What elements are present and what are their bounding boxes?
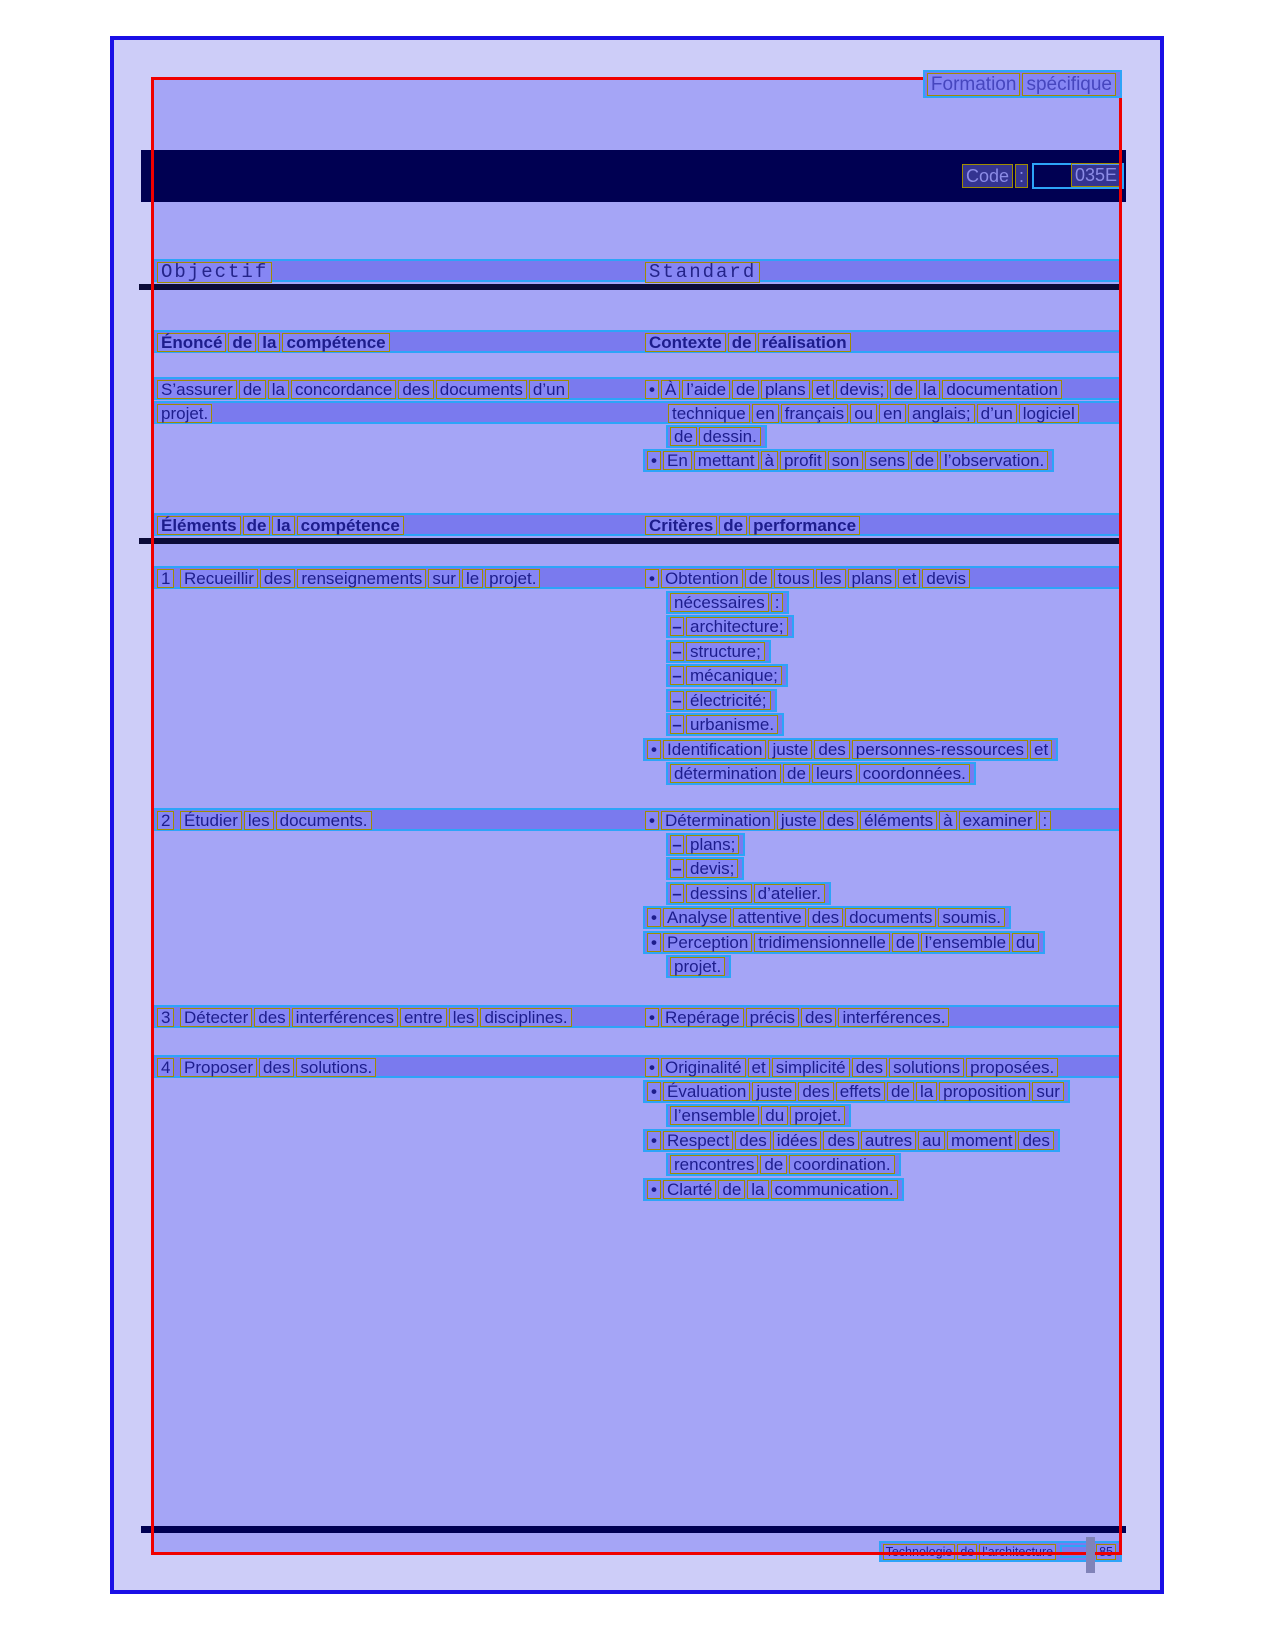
word-box: l’ensemble <box>921 933 1010 952</box>
word-box: Code <box>962 164 1013 188</box>
word-box: de <box>239 380 266 399</box>
word-box: documents <box>436 380 527 399</box>
element-number <box>157 569 176 588</box>
word-box: plans; <box>686 835 739 854</box>
word-box: : <box>1039 811 1052 830</box>
word-box: et <box>748 1058 770 1077</box>
text-line <box>666 425 767 448</box>
left-column-text <box>180 1008 574 1027</box>
word-box: précis <box>746 1008 799 1027</box>
word-box: des <box>260 569 295 588</box>
word-box: de <box>719 516 747 535</box>
word-box: de <box>745 569 772 588</box>
section-header-line <box>153 513 1122 536</box>
word-box: moment <box>947 1131 1016 1150</box>
word-box: performance <box>749 516 860 535</box>
word-box: plans <box>848 569 897 588</box>
separator-rule-elements <box>139 538 1122 544</box>
word-box: Repérage <box>661 1008 744 1027</box>
word-box: de <box>670 427 697 446</box>
word-box: projet. <box>790 1106 845 1125</box>
word-box: Éléments <box>157 516 241 535</box>
word-box: spécifique <box>1022 73 1116 96</box>
word-box: des <box>823 1131 858 1150</box>
word-box: et <box>812 380 834 399</box>
header-bar <box>141 150 1126 202</box>
left-column-text <box>157 262 274 283</box>
word-box: 4 <box>157 1058 174 1077</box>
word-box: Analyse <box>663 908 731 927</box>
competence-row-line <box>643 738 1058 761</box>
word-box: juste <box>752 1082 796 1101</box>
left-column-text <box>157 516 406 535</box>
word-box: les <box>449 1008 479 1027</box>
word-box: : <box>771 593 784 612</box>
word-box: logiciel <box>1019 404 1079 423</box>
formation-specifique-label <box>923 70 1122 98</box>
word-box: Originalité <box>661 1058 746 1077</box>
competence-row-line <box>666 833 745 856</box>
word-box: En <box>663 451 692 470</box>
word-box: des <box>801 1008 836 1027</box>
word-box: des <box>798 1082 833 1101</box>
word-box: structure; <box>686 642 765 661</box>
word-box: son <box>828 451 863 470</box>
word-box: 2 <box>157 811 174 830</box>
dash-icon: – <box>670 859 684 878</box>
bullet-icon: • <box>647 451 661 470</box>
word-box: à <box>939 811 956 830</box>
right-column-text <box>645 1058 1060 1077</box>
word-box: documentation <box>942 380 1062 399</box>
competence-row-line <box>643 1080 1070 1103</box>
word-box: de <box>957 1544 977 1560</box>
bullet-icon: • <box>647 1131 661 1150</box>
competence-row-line <box>666 1153 901 1176</box>
word-box: de <box>718 1180 745 1199</box>
right-column-text <box>645 1008 951 1027</box>
word-box: de <box>243 516 271 535</box>
word-box: Proposer <box>180 1058 257 1077</box>
word-box: Étudier <box>180 811 242 830</box>
text-line <box>153 377 1122 400</box>
word-box: l’aide <box>682 380 730 399</box>
element-number <box>157 1008 176 1027</box>
word-box: tous <box>774 569 814 588</box>
word-box: en <box>752 404 779 423</box>
word-box: la <box>919 380 940 399</box>
word-box: d’atelier. <box>754 884 825 903</box>
element-number <box>157 1058 176 1077</box>
word-box: des <box>823 811 858 830</box>
competence-row-line <box>666 591 789 614</box>
competence-row-line <box>666 1104 851 1127</box>
code-field <box>962 163 1124 189</box>
word-box: documents <box>845 908 936 927</box>
dash-icon: – <box>670 617 684 636</box>
competence-row-line <box>666 640 771 663</box>
word-box: Obtention <box>661 569 743 588</box>
right-column-text <box>645 516 862 535</box>
word-box: d’un <box>529 380 569 399</box>
word-box: coordonnées. <box>859 764 970 783</box>
word-box: communication. <box>771 1180 898 1199</box>
bullet-icon: • <box>647 740 661 759</box>
objectif-standard-line <box>153 259 1122 282</box>
word-box: profit <box>780 451 826 470</box>
word-box: ou <box>850 404 877 423</box>
competence-row-line <box>643 1178 904 1201</box>
word-box: plans <box>761 380 810 399</box>
word-box: des <box>254 1008 289 1027</box>
word-box: rencontres <box>670 1155 758 1174</box>
section-header-line <box>153 330 1122 353</box>
word-box: sur <box>428 569 460 588</box>
dash-icon: – <box>670 835 684 854</box>
word-box: Technologie <box>883 1544 956 1560</box>
bullet-icon: • <box>645 1058 659 1077</box>
text-line <box>153 401 1122 424</box>
dash-icon: – <box>670 884 684 903</box>
word-box: proposées. <box>966 1058 1058 1077</box>
word-box: Identification <box>663 740 766 759</box>
word-box: proposition <box>939 1082 1030 1101</box>
word-box: solutions. <box>296 1058 376 1077</box>
competence-row-line <box>153 1005 1122 1028</box>
word-box: Contexte <box>645 333 726 352</box>
word-box: Critères <box>645 516 717 535</box>
word-box: l’observation. <box>940 451 1048 470</box>
word-box: S’assurer <box>157 380 237 399</box>
footer-rule <box>141 1526 1126 1533</box>
text-cursor <box>1086 1537 1095 1573</box>
separator-rule-objectif <box>139 284 1122 290</box>
word-box: de <box>783 764 810 783</box>
left-column-text <box>180 569 542 588</box>
word-box: Respect <box>663 1131 733 1150</box>
left-column-text <box>157 333 392 352</box>
bullet-icon: • <box>647 933 661 952</box>
word-box: entre <box>400 1008 447 1027</box>
word-box: des <box>852 1058 887 1077</box>
right-column-text <box>668 404 1081 423</box>
competence-row-line <box>643 1129 1060 1152</box>
word-box: Énoncé <box>157 333 226 352</box>
word-box: projet. <box>157 404 212 423</box>
word-box: des <box>808 908 843 927</box>
competence-row-line <box>666 762 976 785</box>
word-box: des <box>1018 1131 1053 1150</box>
word-box: concordance <box>291 380 396 399</box>
word-box: sur <box>1032 1082 1064 1101</box>
word-box: 1 <box>157 569 174 588</box>
word-box: : <box>1015 164 1028 188</box>
word-box: technique <box>668 404 750 423</box>
dash-icon: – <box>670 666 684 685</box>
word-box: détermination <box>670 764 781 783</box>
word-box: idées <box>773 1131 822 1150</box>
word-box: au <box>918 1131 945 1150</box>
word-box: la <box>747 1180 768 1199</box>
word-box: renseignements <box>297 569 426 588</box>
word-box: l’architecture <box>979 1544 1056 1560</box>
word-box: des <box>398 380 433 399</box>
right-column-text <box>645 569 972 588</box>
word-box: éléments <box>860 811 937 830</box>
word-box: Clarté <box>663 1180 716 1199</box>
word-box: juste <box>777 811 821 830</box>
right-column-text <box>645 380 1064 399</box>
word-box: Standard <box>645 262 760 283</box>
word-box: documents. <box>276 811 372 830</box>
word-box: interférences <box>292 1008 398 1027</box>
word-box: la <box>272 516 294 535</box>
word-box: effets <box>836 1082 885 1101</box>
word-box: de <box>892 933 919 952</box>
word-box: simplicité <box>772 1058 850 1077</box>
word-box: Détermination <box>661 811 775 830</box>
word-box: interférences. <box>838 1008 949 1027</box>
word-box: Recueillir <box>180 569 258 588</box>
word-box: de <box>760 1155 787 1174</box>
left-column-text <box>157 404 214 423</box>
competence-row-line <box>153 566 1122 589</box>
word-box: la <box>268 380 289 399</box>
left-column-text <box>180 811 374 830</box>
word-box: architecture; <box>686 617 788 636</box>
word-box: devis; <box>686 859 738 878</box>
dash-icon: – <box>670 642 684 661</box>
word-box: de <box>911 451 938 470</box>
dash-icon: – <box>670 691 684 710</box>
word-box: autres <box>861 1131 916 1150</box>
word-box: devis; <box>836 380 888 399</box>
word-box: réalisation <box>758 333 851 352</box>
bullet-icon: • <box>645 569 659 588</box>
competence-row-line <box>666 857 744 880</box>
code-value: 035E <box>1071 163 1121 187</box>
bullet-icon: • <box>645 380 659 399</box>
word-box: à <box>761 451 778 470</box>
competence-row-line <box>153 808 1122 831</box>
word-box: de <box>732 380 759 399</box>
word-box: projet. <box>485 569 540 588</box>
competence-row-line <box>643 931 1045 954</box>
word-box: la <box>258 333 280 352</box>
word-box: sens <box>865 451 909 470</box>
word-box: juste <box>768 740 812 759</box>
bullet-icon: • <box>645 811 659 830</box>
word-box: mécanique; <box>686 666 782 685</box>
element-number <box>157 811 176 830</box>
word-box: disciplines. <box>480 1008 571 1027</box>
word-box: examiner <box>959 811 1037 830</box>
left-column-text <box>157 380 571 399</box>
code-value-field <box>1032 163 1124 189</box>
word-box: solutions <box>889 1058 964 1077</box>
word-box: français <box>781 404 849 423</box>
word-box: les <box>244 811 274 830</box>
word-box: compétence <box>282 333 389 352</box>
word-box: la <box>916 1082 937 1101</box>
word-box: Perception <box>663 933 752 952</box>
word-box: des <box>735 1131 770 1150</box>
competence-row-line <box>666 689 777 712</box>
word-box: devis <box>922 569 970 588</box>
word-box: dessin. <box>699 427 761 446</box>
word-box: Évaluation <box>663 1082 750 1101</box>
word-box: tridimensionnelle <box>754 933 890 952</box>
word-box: électricité; <box>686 691 771 710</box>
word-box: des <box>259 1058 294 1077</box>
right-column-text <box>645 333 853 352</box>
word-box: compétence <box>297 516 404 535</box>
word-box: soumis. <box>938 908 1005 927</box>
word-box: l’ensemble <box>670 1106 759 1125</box>
right-column-text <box>645 262 762 283</box>
word-box: Détecter <box>180 1008 252 1027</box>
competence-row-line <box>643 906 1011 929</box>
word-box: anglais; <box>908 404 975 423</box>
word-box: mettant <box>694 451 759 470</box>
word-box: coordination. <box>789 1155 894 1174</box>
page-number: 85 <box>1096 1544 1116 1560</box>
word-box: de <box>228 333 256 352</box>
word-box: de <box>887 1082 914 1101</box>
bullet-icon: • <box>647 1082 661 1101</box>
word-box: Formation <box>927 73 1021 96</box>
word-box: des <box>814 740 849 759</box>
word-box: dessins <box>686 884 752 903</box>
word-box: du <box>1012 933 1039 952</box>
bullet-icon: • <box>647 908 661 927</box>
left-column-text <box>180 1058 378 1077</box>
word-box: Objectif <box>157 262 272 283</box>
word-box: les <box>816 569 846 588</box>
word-box: et <box>898 569 920 588</box>
bullet-icon: • <box>647 1180 661 1199</box>
right-column-text <box>645 811 1053 830</box>
word-box: en <box>879 404 906 423</box>
competence-row-line <box>666 955 731 978</box>
text-line <box>643 449 1054 472</box>
word-box: de <box>728 333 756 352</box>
word-box: urbanisme. <box>686 715 778 734</box>
word-box: nécessaires <box>670 593 769 612</box>
competence-row-line <box>153 1055 1122 1078</box>
word-box: À <box>661 380 680 399</box>
competence-row-line <box>666 882 831 905</box>
competence-row-line <box>666 713 784 736</box>
word-box: d’un <box>977 404 1017 423</box>
competence-row-line <box>666 615 794 638</box>
bullet-icon: • <box>645 1008 659 1027</box>
word-box: et <box>1030 740 1052 759</box>
word-box: de <box>890 380 917 399</box>
word-box: du <box>761 1106 788 1125</box>
dash-icon: – <box>670 715 684 734</box>
word-box: le <box>462 569 483 588</box>
word-box: personnes-ressources <box>852 740 1028 759</box>
word-box: projet. <box>670 957 725 976</box>
competence-row-line <box>666 664 788 687</box>
word-box: 3 <box>157 1008 174 1027</box>
word-box: attentive <box>733 908 805 927</box>
word-box: leurs <box>812 764 857 783</box>
